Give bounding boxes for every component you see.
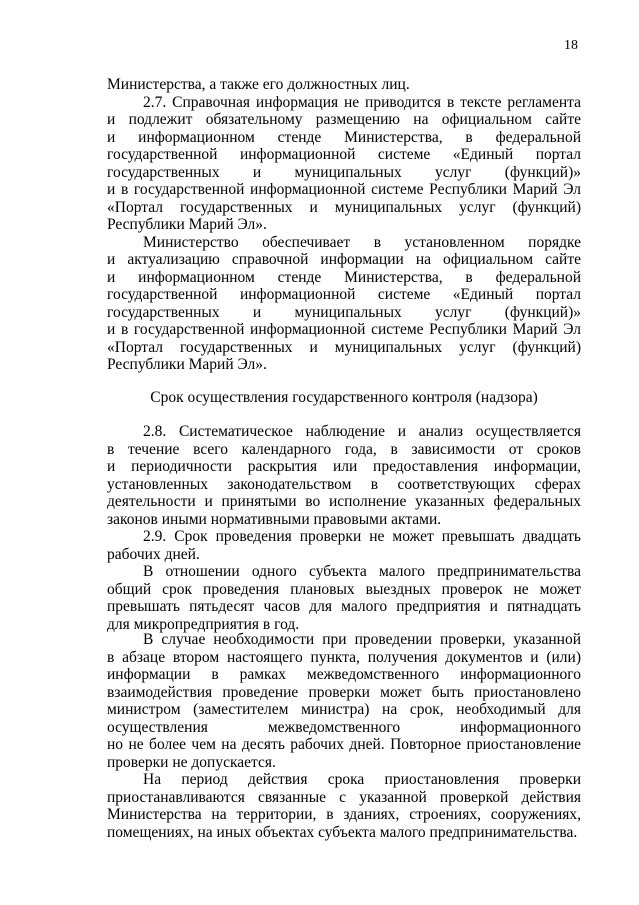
text-line: но не более чем на десять рабочих дней. Повторное приостановление bbox=[107, 736, 581, 753]
text-line: законов иными нормативными правовыми актами. bbox=[107, 510, 442, 528]
text-line: приостанавливаются связанные с указанной проверкой действия bbox=[107, 788, 581, 806]
text-line: Министерства на территории, в зданиях, строениях, сооружениях, bbox=[107, 806, 581, 823]
text-line: и информационном стенде Министерства, в федеральной bbox=[107, 268, 581, 286]
text-line: общий срок проведения плановых выездных проверок не может bbox=[107, 580, 581, 598]
text-line: «Портал государственных и муниципальных услуг (функций) bbox=[107, 198, 581, 216]
text-line: информации в рамках межведомственного информационного bbox=[107, 666, 581, 683]
text-line: и в государственной информационной системе Республики Марий Эл bbox=[107, 321, 581, 338]
section-heading-block bbox=[107, 389, 581, 407]
paragraph-group-monitoring-and-inspection-duration bbox=[107, 423, 581, 633]
text-line: и в государственной информационной системе Республики Марий Эл bbox=[107, 181, 581, 198]
text-line: в абзаце втором настоящего пункта, получения документов и (или) bbox=[107, 648, 581, 666]
text-line: «Портал государственных и муниципальных услуг (функций) bbox=[107, 338, 581, 356]
text-line: государственной информационной системе «Единый портал bbox=[107, 146, 581, 163]
text-line: 2.8. Систематическое наблюдение и анализ осуществляется bbox=[143, 423, 581, 440]
text-line: министром (заместителем министра) на срок, необходимый для bbox=[107, 701, 581, 718]
text-line: В отношении одного субъекта малого предпринимательства bbox=[143, 563, 581, 580]
text-line: Республики Марий Эл». bbox=[107, 216, 267, 233]
text-line: 2.7. Справочная информация не приводится в тексте регламента bbox=[143, 93, 581, 111]
text-line: Республики Марий Эл». bbox=[107, 356, 267, 373]
text-line: и подлежит обязательному размещению на официальном сайте bbox=[107, 111, 581, 128]
text-line: государственных и муниципальных услуг (функций)» bbox=[107, 303, 581, 321]
text-line: В случае необходимости при проведении проверки, указанной bbox=[143, 631, 581, 648]
text-line: На период действия срока приостановления проверки bbox=[143, 771, 581, 788]
text-line: государственной информационной системе «Единый портал bbox=[107, 286, 581, 303]
text-line: государственных и муниципальных услуг (функций)» bbox=[107, 163, 581, 181]
text-line: рабочих дней. bbox=[107, 545, 200, 563]
section-heading: Срок осуществления государственного контроля (надзора) bbox=[150, 389, 538, 406]
text-line: деятельности и принятыми во исполнение указанных федеральных bbox=[107, 493, 581, 510]
page-number: 18 bbox=[564, 38, 578, 53]
text-line: и информационном стенде Министерства, в федеральной bbox=[107, 128, 581, 146]
text-line: 2.9. Срок проведения проверки не может превышать двадцать bbox=[143, 528, 581, 545]
text-line: для микропредприятия в год. bbox=[107, 615, 300, 633]
text-line: Министерства, а также его должностных лиц. bbox=[107, 76, 410, 93]
text-line: и периодичности раскрытия или предоставления информации, bbox=[107, 458, 581, 475]
text-line: Министерство обеспечивает в установленном порядке bbox=[143, 233, 581, 251]
text-line: взаимодействия проведение проверки может быть приостановлено bbox=[107, 683, 581, 701]
text-line: установленных законодательством в соответствующих сферах bbox=[107, 475, 581, 493]
text-line: и актуализацию справочной информации на официальном сайте bbox=[107, 251, 581, 268]
paragraph-group-inspection-suspension bbox=[107, 631, 581, 841]
text-line: проверки не допускается. bbox=[107, 753, 276, 771]
text-line: в течение всего календарного года, в зависимости от сроков bbox=[107, 440, 581, 458]
text-line: осуществления межведомственного информационного bbox=[107, 718, 581, 736]
paragraph-group-reference-info bbox=[107, 76, 581, 374]
text-line: помещениях, на иных объектах субъекта малого предпринимательства. bbox=[107, 823, 578, 841]
text-line: превышать пятьдесят часов для малого предприятия и пятнадцать bbox=[107, 598, 581, 615]
